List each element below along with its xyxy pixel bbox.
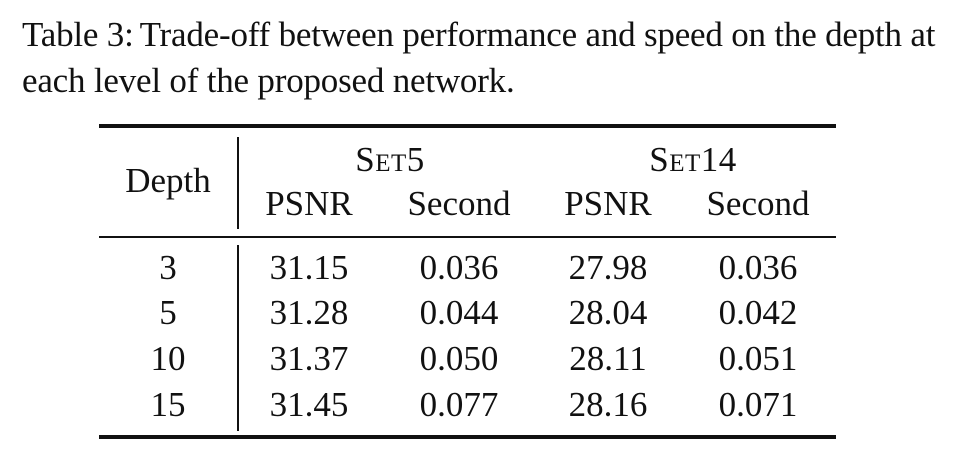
set5-psnr-header: PSNR [265,184,353,223]
set5-second-header: Second [407,184,511,223]
set14-psnr-cell: 27.98 [568,248,648,287]
depth-header: Depth [125,161,211,200]
set14-header: Set14 [649,140,737,179]
header-rule [99,236,836,238]
caption-text: Trade-off between performance and speed on the depth at each level of the proposed network. [22,15,936,100]
set14-second-cell: 0.042 [718,293,798,332]
set14-psnr-cell: 28.16 [568,385,648,424]
set14-psnr-header: PSNR [564,184,652,223]
depth-cell: 3 [159,248,177,287]
depth-cell: 10 [150,339,186,378]
body-vertical-rule [237,245,239,431]
set14-second-cell: 0.071 [718,385,798,424]
set14-second-header: Second [706,184,810,223]
depth-cell: 15 [150,385,186,424]
caption-label: Table 3: [22,15,134,54]
set14-psnr-cell: 28.11 [569,339,647,378]
set14-psnr-cell: 28.04 [568,293,648,332]
set5-second-cell: 0.044 [419,293,499,332]
bottom-rule [99,435,836,439]
header-vertical-rule [237,137,239,229]
depth-cell: 5 [159,293,177,332]
set5-second-cell: 0.036 [419,248,499,287]
top-rule [99,124,836,128]
set14-second-cell: 0.036 [718,248,798,287]
set5-header: Set5 [355,140,425,179]
set5-psnr-cell: 31.45 [269,385,349,424]
set5-psnr-cell: 31.28 [269,293,349,332]
set5-second-cell: 0.050 [419,339,499,378]
set14-second-cell: 0.051 [718,339,798,378]
set5-second-cell: 0.077 [419,385,499,424]
set5-psnr-cell: 31.37 [269,339,349,378]
table-caption [22,12,952,104]
set5-psnr-cell: 31.15 [269,248,349,287]
